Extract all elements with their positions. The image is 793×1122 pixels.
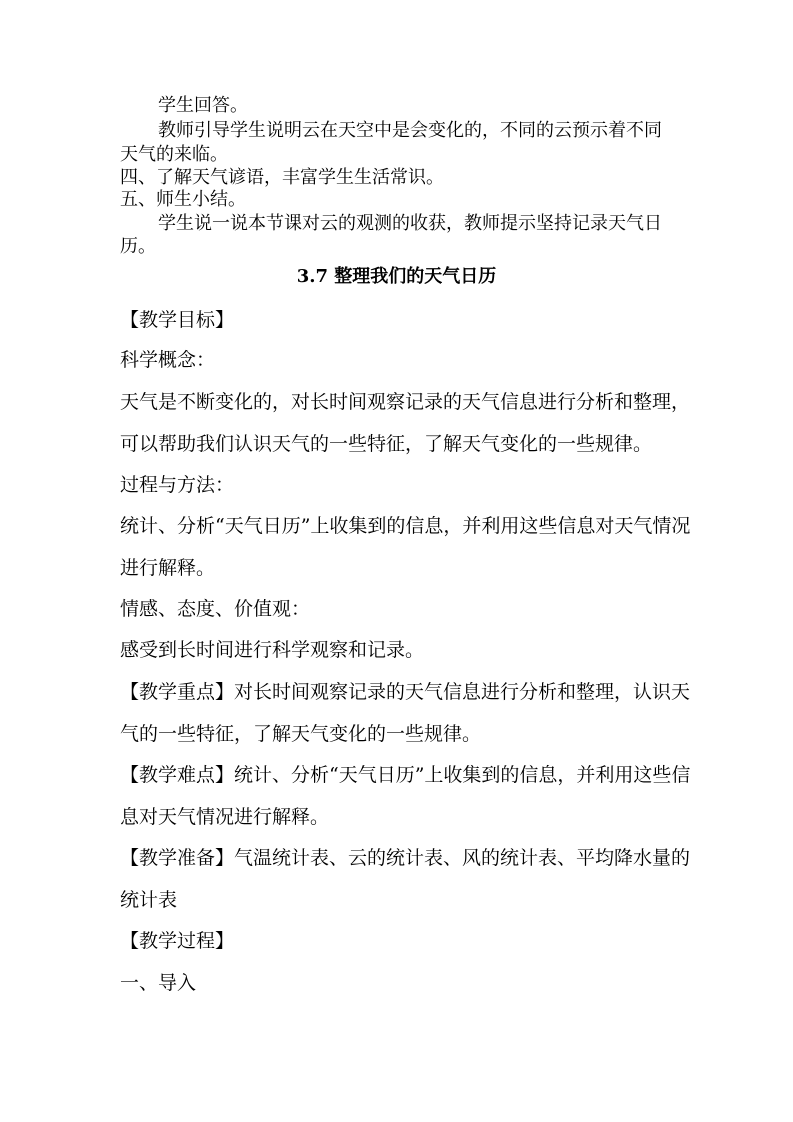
- process-heading: 【教学过程】: [120, 930, 235, 952]
- objectives-heading: 【教学目标】: [120, 309, 235, 331]
- summary-line-2: 历。: [120, 236, 156, 257]
- teacher-guide-line-2: 天气的来临。: [120, 144, 228, 165]
- emotion-label: 情感、态度、价值观：: [120, 598, 311, 620]
- preparation-line-1: 【教学准备】气温统计表、云的统计表、风的统计表、平均降水量的: [120, 847, 691, 869]
- summary-line-1: 学生说一说本节课对云的观测的收获，教师提示坚持记录天气日: [158, 213, 662, 234]
- difficulty-line-1: 【教学难点】统计、分析“天气日历”上收集到的信息，并利用这些信: [120, 764, 691, 786]
- step-4-heading: 四、了解天气谚语，丰富学生生活常识。: [120, 167, 444, 188]
- process-line-2: 进行解释。: [120, 557, 216, 579]
- key-points-line-1: 【教学重点】对长时间观察记录的天气信息进行分析和整理，认识天: [120, 681, 691, 703]
- emotion-line-1: 感受到长时间进行科学观察和记录。: [120, 639, 425, 661]
- key-points-line-2: 气的一些特征，了解天气变化的一些规律。: [120, 723, 482, 745]
- concept-line-2: 可以帮助我们认识天气的一些特征，了解天气变化的一些规律。: [120, 433, 653, 455]
- concept-line-1: 天气是不断变化的，对长时间观察记录的天气信息进行分析和整理，: [120, 391, 691, 413]
- intro-step-heading: 一、导入: [120, 972, 197, 994]
- teacher-guide-line-1: 教师引导学生说明云在天空中是会变化的，不同的云预示着不同: [158, 120, 662, 141]
- process-label: 过程与方法：: [120, 474, 235, 496]
- lesson-title: 3.7 整理我们的天气日历: [296, 266, 497, 287]
- step-5-heading: 五、师生小结。: [120, 189, 246, 210]
- preparation-line-2: 统计表: [120, 889, 178, 911]
- student-answer-line: 学生回答。: [158, 95, 248, 116]
- concept-label: 科学概念：: [120, 349, 216, 371]
- difficulty-line-2: 息对天气情况进行解释。: [120, 806, 330, 828]
- process-line-1: 统计、分析“天气日历”上收集到的信息，并利用这些信息对天气情况: [120, 515, 691, 537]
